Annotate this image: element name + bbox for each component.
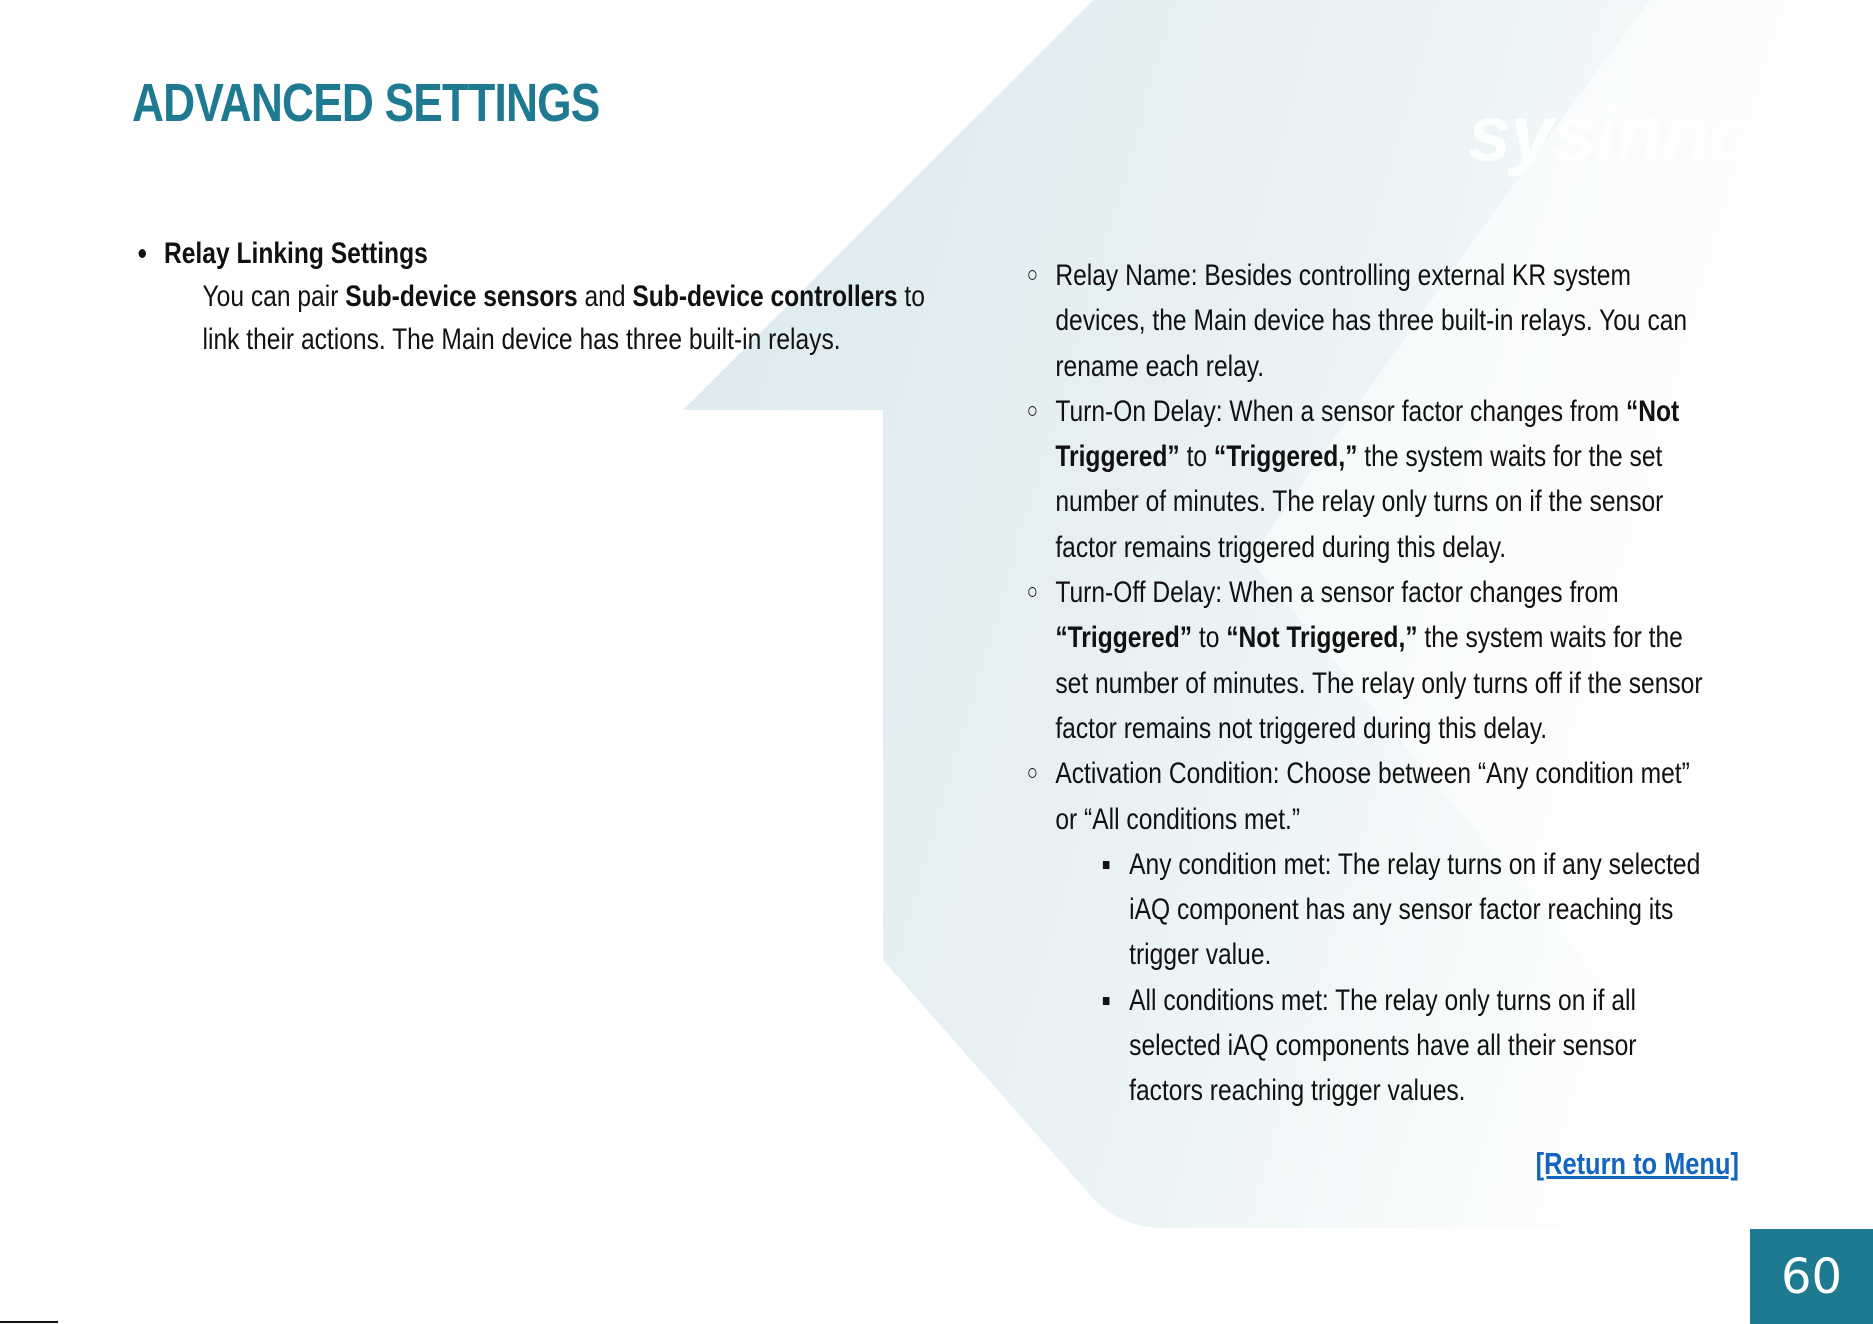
text-run: to — [1192, 621, 1227, 655]
text-run: Turn-On Delay: When a sensor factor changes from — [1055, 394, 1626, 428]
text-run: the system waits for the set number of minutes. The relay only turns on if the sensor factor remains triggered during this delay. — [1055, 440, 1664, 564]
section-paragraph — [203, 275, 936, 361]
text-run: to — [1179, 440, 1214, 474]
text-run: the system waits for the set number of minutes. The relay only turns off if the sensor factor remains not triggered during this delay. — [1055, 621, 1703, 745]
footnote-divider — [0, 1321, 58, 1323]
page-title: ADVANCED SETTINGS — [132, 73, 600, 133]
relay-options-list — [1025, 253, 1714, 1114]
relay-linking-section — [132, 232, 936, 361]
list-item-text: Relay Name: Besides controlling external KR system devices, the Main device has three built-in relays. You can rename each relay. — [1055, 259, 1688, 383]
list-item-text: Activation Condition: Choose between “Any condition met” or “All conditions met.” — [1055, 757, 1690, 836]
section-heading — [132, 232, 936, 275]
list-item-turn-off-delay — [1025, 570, 1714, 751]
brand-watermark: sysinno — [1468, 89, 1756, 177]
list-item-turn-on-delay — [1025, 389, 1714, 570]
section-heading-text: Relay Linking Settings — [163, 237, 428, 270]
list-item-relay-name — [1025, 253, 1714, 389]
bold-text-run: Sub-device sensors — [345, 280, 578, 313]
bold-text-run: “Triggered,” — [1213, 440, 1358, 474]
text-run: and — [577, 280, 633, 313]
bold-text-run: Sub-device controllers — [632, 280, 898, 313]
bold-text-run: “Not Triggered” — [1055, 394, 1680, 474]
text-run: Turn-Off Delay: When a sensor factor changes from — [1055, 576, 1619, 610]
sub-list — [1099, 842, 1714, 1114]
return-to-menu-link[interactable]: [Return to Menu] — [1535, 1146, 1739, 1181]
list-item-activation-condition — [1025, 751, 1714, 1113]
bold-text-run: “Not Triggered,” — [1226, 621, 1418, 655]
text-run: to link their actions. The Main device has three built-in relays. — [202, 280, 925, 356]
sub-list-item-all: All conditions met: The relay only turns on if all selected iAQ components have all their sensor factors reaching trigger values. — [1099, 978, 1714, 1114]
sub-list-item-any: Any condition met: The relay turns on if any selected iAQ component has any sensor factor reaching its trigger value. — [1099, 842, 1714, 978]
page-number: 60 — [1750, 1229, 1873, 1324]
bold-text-run: “Triggered” — [1055, 621, 1193, 655]
bullet-icon — [139, 249, 146, 258]
text-run: You can pair — [202, 280, 346, 313]
